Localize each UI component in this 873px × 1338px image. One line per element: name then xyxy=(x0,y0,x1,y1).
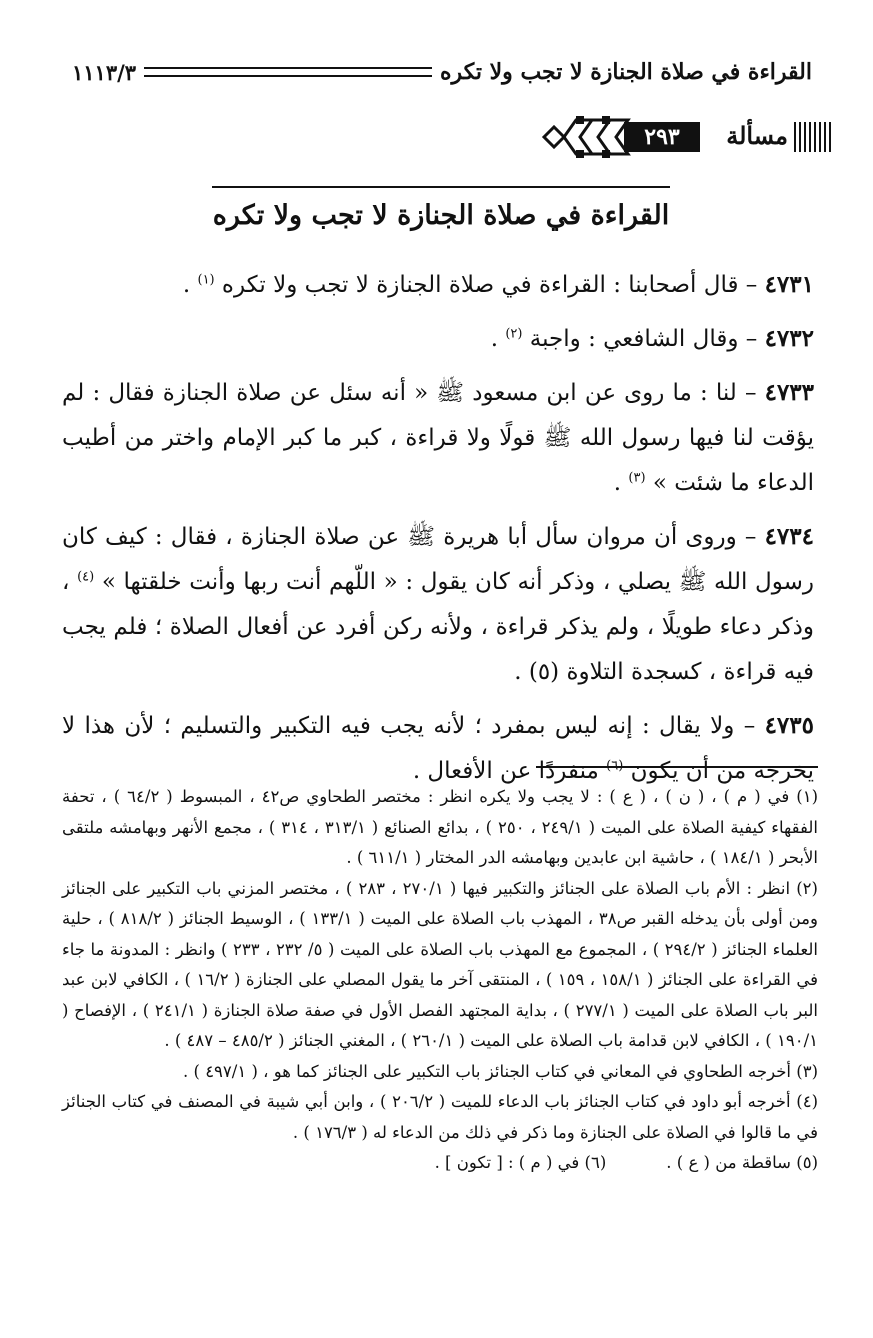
running-header-title: القراءة في صلاة الجنازة لا تجب ولا تكره xyxy=(440,59,812,85)
footnote-row-5-6 xyxy=(62,1148,818,1179)
paragraph-number: ٤٧٣١ xyxy=(764,271,814,298)
header-rule xyxy=(144,67,432,77)
paragraph-text: – قال أصحابنا : القراءة في صلاة الجنازة لا تجب ولا تكره xyxy=(214,272,765,298)
footnote-ref: (٣) xyxy=(628,470,646,486)
paragraph-end: ، وذكر دعاء طويلًا ، ولم يذكر قراءة ، ولأنه ركن أفرد عن أفعال الصلاة ؛ فلم يجب فيه قراءة ، كسجدة التلاوة (٥) . xyxy=(62,569,814,685)
paragraph-number: ٤٧٣٢ xyxy=(764,325,814,352)
footnote-ref: (٦) xyxy=(606,758,624,774)
paragraph-4731 xyxy=(62,262,814,308)
footnote-separator xyxy=(536,766,818,768)
footnote-ref: (٢) xyxy=(505,326,523,342)
footnote-5: (٥) ساقطة من ( ع ) . xyxy=(666,1153,818,1172)
footnote-4: (٤) أخرجه أبو داود في كتاب الجنائز باب الدعاء للميت ( ٢٠٦/٢ ) ، وابن أبي شيبة في المصنف في كتاب الجنائز في ما قالوا في الصلاة على الجنازة وما ذكر في ذلك من الدعاء له ( ١٧٦/٣ ) . xyxy=(62,1092,819,1142)
footnote-6: (٦) في ( م ) : [ تكون ] . xyxy=(434,1153,607,1172)
paragraph-number: ٤٧٣٣ xyxy=(764,379,815,406)
footnote-2: (٢) انظر : الأم باب الصلاة على الجنائز والتكبير فيها ( ٢٧٠/١ ، ٢٨٣ ) ، مختصر المزني باب التكبير على الجنائز ومن أولى بأن يدخله القبر ص٣٨ ، المهذب باب الصلاة على الميت ( ١٣٣/١ ) ، الوسيط الجنائز ( ٨١٨/٢ ) ، حلية العلماء الجنائز ( ٢٩٤/٢ ) ، المجموع مع المهذب باب الصلاة على الميت ( ٥/ ٢٣٢ ، ٢٣٣ ) وانظر : المدونة ما جاء في القراءة على الجنائز ( ١٥٨/١ ، ١٥٩ ) ، المنتقى آخر ما يقول المصلي على الجنازة ( ١٦/٢ ) ، الكافي لابن عبد البر باب الصلاة على الميت ( ٢٧٧/١ ) ، بداية المجتهد الفصل الأول في صفة صلاة الجنازة ( ٢٤١/١ ) ، الإفصاح ( ١٩٠/١ ) ، الكافي لابن قدامة باب الصلاة على الميت ( ٢٦٠/١ ) ، المغني الجنائز ( ٤٨٥/٢ – ٤٨٧ ) . xyxy=(62,878,818,1050)
footnote-ref: (٤) xyxy=(77,569,95,585)
main-text xyxy=(62,262,814,802)
paragraph-4734 xyxy=(62,514,814,695)
geometric-ornament-icon xyxy=(540,112,632,162)
footnote-1: (١) في ( م ) ، ( ن ) ، ( ع ) : لا يجب ولا يكره انظر : مختصر الطحاوي ص٤٢ ، المبسوط ( ٦٤/٢ ) ، تحفة الفقهاء كيفية الصلاة على الميت ( ٢٤٩/١ ، ٢٥٠ ) ، بدائع الصنائع ( ٣١٣/١ ، ٣١٤ ) ، مجمع الأنهر وبهامشه ملتقى الأبحر ( ١٨٤/١ ) ، حاشية ابن عابدين وبهامشه الدر المختار ( ٦١١/١ ) . xyxy=(62,787,819,867)
paragraph-number: ٤٧٣٤ xyxy=(764,523,814,550)
striped-bars-icon xyxy=(794,122,834,152)
paragraph-end: . xyxy=(490,326,506,352)
section-title: القراءة في صلاة الجنازة لا تجب ولا تكره xyxy=(212,199,670,231)
footnotes xyxy=(62,782,818,1179)
masala-banner xyxy=(540,108,840,164)
paragraph-end: . xyxy=(613,470,629,496)
paragraph-4735 xyxy=(62,703,814,794)
paragraph-text: – وقال الشافعي : واجبة xyxy=(522,326,765,352)
footnote-3: (٣) أخرجه الطحاوي في المعاني في كتاب الجنائز باب التكبير على الجنائز كما هو ، ( ٤٩٧/١ ) . xyxy=(183,1061,818,1081)
masala-label: مسألة xyxy=(726,121,788,150)
title-rule xyxy=(212,186,670,188)
paragraph-end: . xyxy=(182,272,198,298)
paragraph-4733 xyxy=(62,370,814,506)
masala-number: ٢٩٣ xyxy=(624,122,700,152)
paragraph-text: – ولا يقال : إنه ليس بمفرد ؛ لأنه يجب فيه التكبير والتسليم ؛ لأن هذا لا يخرجه من أن يكون xyxy=(62,713,814,784)
paragraph-number: ٤٧٣٥ xyxy=(764,712,814,739)
page-reference: ١١١٣/٣ xyxy=(72,59,137,85)
paragraph-4732 xyxy=(62,316,814,362)
paragraph-end: منفردًا عن الأفعال . xyxy=(412,758,607,784)
paragraph-text: – لنا : ما روى عن ابن مسعود ﷺ « أنه سئل عن صلاة الجنازة فقال : لم يؤقت لنا فيها رسول الله ﷺ قولًا ولا قراءة ، كبر ما كبر الإمام واختر من أطيب الدعاء ما شئت » xyxy=(62,380,814,496)
footnote-ref: (١) xyxy=(197,272,215,288)
running-header xyxy=(72,52,812,92)
paragraph-text: – وروى أن مروان سأل أبا هريرة ﷺ عن صلاة الجنازة ، فقال : كيف كان رسول الله ﷺ يصلي ، وذكر أنه كان يقول : « اللّهم أنت ربها وأنت خلقتها » xyxy=(62,524,814,595)
